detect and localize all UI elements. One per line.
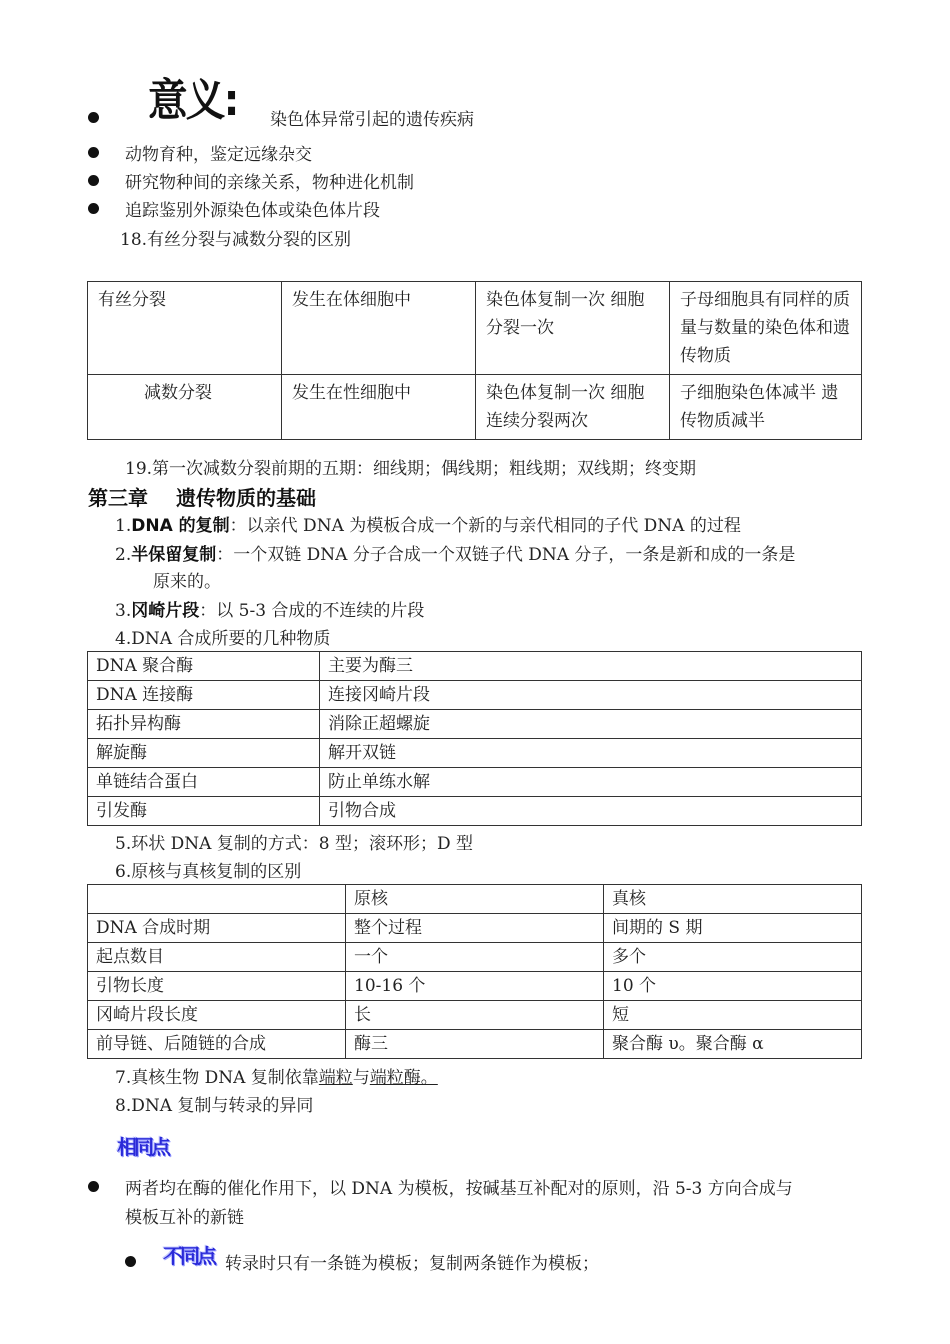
diff-label: 不同点 xyxy=(163,1244,214,1268)
item-1 xyxy=(115,511,741,536)
table-cell: 减数分裂 xyxy=(88,375,282,440)
table-header-cell xyxy=(88,885,346,914)
table-cell: 引物合成 xyxy=(320,797,862,826)
table-cell: 前导链、后随链的合成 xyxy=(88,1030,346,1059)
bullet-icon xyxy=(125,1256,136,1267)
table-cell: 防止单练水解 xyxy=(320,768,862,797)
q18-title: 18.有丝分裂与减数分裂的区别 xyxy=(120,230,352,250)
item-7-prefix: 7.真核生物 DNA 复制依靠 xyxy=(115,1068,319,1088)
table-cell: 子细胞染色体减半 遗传物质减半 xyxy=(670,375,862,440)
table-cell: 染色体复制一次 细胞分裂一次 xyxy=(476,282,670,375)
table-cell: 发生在性细胞中 xyxy=(282,375,476,440)
chapter-title: 遗传物质的基础 xyxy=(176,486,316,510)
table-row xyxy=(88,282,862,375)
table-row xyxy=(88,739,862,768)
table-cell: 短 xyxy=(604,1001,862,1030)
table-cell: 有丝分裂 xyxy=(88,282,282,375)
item-7-term-telomerase: 端粒酶。 xyxy=(369,1068,438,1088)
item-3 xyxy=(115,596,424,621)
item-2-continued: 原来的。 xyxy=(153,572,221,592)
bullet-icon xyxy=(88,203,99,214)
item-number: 1. xyxy=(115,516,132,536)
same-text-line-2: 模板互补的新链 xyxy=(125,1208,244,1228)
table-row xyxy=(88,914,862,943)
table-cell: 整个过程 xyxy=(346,914,604,943)
table-cell: DNA 连接酶 xyxy=(88,681,320,710)
table-header-row xyxy=(88,885,862,914)
item-number: 2. xyxy=(115,545,132,565)
table-cell: 主要为酶三 xyxy=(320,652,862,681)
table-row xyxy=(88,797,862,826)
table-cell: DNA 合成时期 xyxy=(88,914,346,943)
table-cell: 解开双链 xyxy=(320,739,862,768)
bullet-icon xyxy=(88,175,99,186)
table-cell: 10-16 个 xyxy=(346,972,604,1001)
table-cell: 引发酶 xyxy=(88,797,320,826)
item-7 xyxy=(115,1063,438,1088)
table-cell: 间期的 S 期 xyxy=(604,914,862,943)
bullet-icon xyxy=(88,147,99,158)
table-cell: 10 个 xyxy=(604,972,862,1001)
table-cell: 聚合酶 υ。聚合酶 α xyxy=(604,1030,862,1059)
table-cell: 单链结合蛋白 xyxy=(88,768,320,797)
table-cell: 一个 xyxy=(346,943,604,972)
table-cell: 酶三 xyxy=(346,1030,604,1059)
item-text: ：以 5-3 合成的不连续的片段 xyxy=(199,601,425,621)
item-term: DNA 的复制 xyxy=(131,516,230,536)
table-cell: 解旋酶 xyxy=(88,739,320,768)
item-6: 6.原核与真核复制的区别 xyxy=(115,862,302,882)
meaning-item: 动物育种，鉴定远缘杂交 xyxy=(125,145,312,165)
same-label: 相同点 xyxy=(117,1135,168,1159)
table-cell: 长 xyxy=(346,1001,604,1030)
q19-text: 19.第一次减数分裂前期的五期：细线期；偶线期；粗线期；双线期；终变期 xyxy=(125,459,697,479)
table-row xyxy=(88,768,862,797)
table-row xyxy=(88,375,862,440)
item-7-mid: 与 xyxy=(352,1068,370,1088)
item-text: ：一个双链 DNA 分子合成一个双链子代 DNA 分子，一条是新和成的一条是 xyxy=(216,545,796,565)
table-row xyxy=(88,652,862,681)
item-term: 冈崎片段 xyxy=(131,601,200,621)
chapter-number: 第三章 xyxy=(88,486,148,510)
item-8: 8.DNA 复制与转录的异同 xyxy=(115,1096,314,1116)
table-cell: 拓扑异构酶 xyxy=(88,710,320,739)
item-5: 5.环状 DNA 复制的方式：8 型；滚环形；D 型 xyxy=(115,834,474,854)
item-term: 半保留复制 xyxy=(131,545,217,565)
table-cell: DNA 聚合酶 xyxy=(88,652,320,681)
table-cell: 子母细胞具有同样的质量与数量的染色体和遗传物质 xyxy=(670,282,862,375)
table-cell: 消除正超螺旋 xyxy=(320,710,862,739)
item-text: ：以亲代 DNA 为模板合成一个新的与亲代相同的子代 DNA 的过程 xyxy=(229,516,741,536)
same-text-line-1: 两者均在酶的催化作用下，以 DNA 为模板，按碱基互补配对的原则，沿 5-3 方向合成与 xyxy=(125,1179,793,1199)
table-cell: 引物长度 xyxy=(88,972,346,1001)
mitosis-meiosis-table xyxy=(87,281,862,440)
item-7-term-telomere: 端粒 xyxy=(318,1068,353,1088)
table-row xyxy=(88,972,862,1001)
enzymes-table xyxy=(87,651,862,826)
meaning-item: 染色体异常引起的遗传疾病 xyxy=(270,110,474,130)
table-cell: 连接冈崎片段 xyxy=(320,681,862,710)
table-row xyxy=(88,1001,862,1030)
table-row xyxy=(88,943,862,972)
table-cell: 染色体复制一次 细胞连续分裂两次 xyxy=(476,375,670,440)
table-header-cell: 真核 xyxy=(604,885,862,914)
table-cell: 多个 xyxy=(604,943,862,972)
item-2 xyxy=(115,540,795,565)
table-cell: 发生在体细胞中 xyxy=(282,282,476,375)
table-cell: 起点数目 xyxy=(88,943,346,972)
item-4: 4.DNA 合成所要的几种物质 xyxy=(115,629,331,649)
table-row xyxy=(88,681,862,710)
bullet-icon xyxy=(88,1181,99,1192)
bullet-icon xyxy=(88,112,99,123)
diff-text: 转录时只有一条链为模板；复制两条链作为模板； xyxy=(225,1254,599,1274)
meaning-item: 追踪鉴别外源染色体或染色体片段 xyxy=(125,201,380,221)
table-cell: 冈崎片段长度 xyxy=(88,1001,346,1030)
compare-table xyxy=(87,884,862,1059)
item-number: 3. xyxy=(115,601,132,621)
table-row xyxy=(88,1030,862,1059)
meaning-heading: 意义: xyxy=(148,75,238,126)
meaning-item: 研究物种间的亲缘关系，物种进化机制 xyxy=(125,173,414,193)
chapter-heading xyxy=(88,482,316,511)
table-header-cell: 原核 xyxy=(346,885,604,914)
table-row xyxy=(88,710,862,739)
